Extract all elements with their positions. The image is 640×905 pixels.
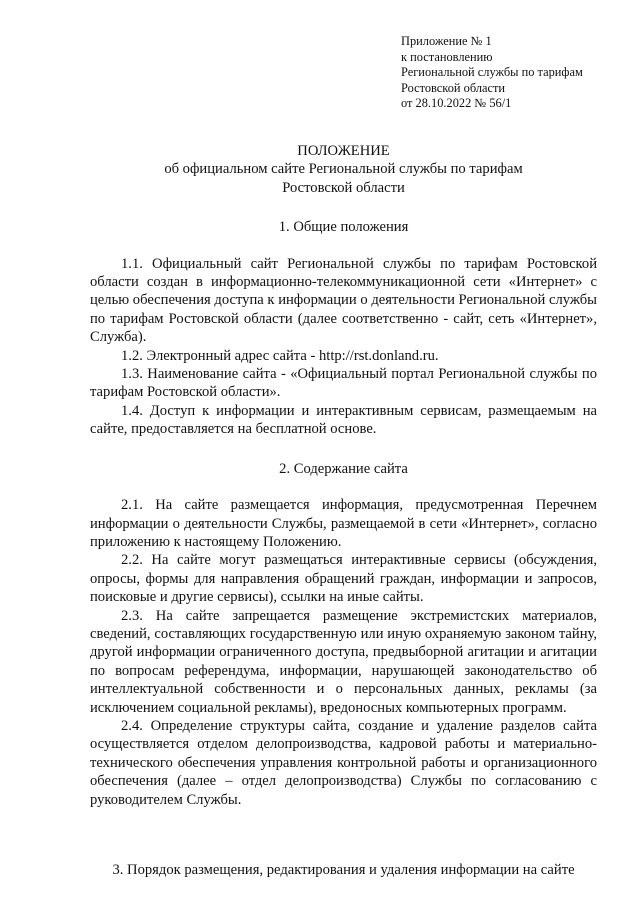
paragraph: 2.3. На сайте запрещается размещение экстремистских материалов, сведений, составляющих государственную или иную охраняемую законом тайну, другой информации ограниченного доступа, предвыборной агитации и агитации по вопросам референдума, информации, нарушающей законодательство об интеллектуальной собственности и о персональных данных, рекламы (за исключением социальной рекламы), вредоносных компьютерных программ. — [90, 607, 597, 716]
annex-line: Приложение № 1 — [401, 34, 492, 48]
section-heading: 1. Общие положения — [278, 219, 409, 236]
spacer — [90, 478, 597, 496]
title-line: Ростовской области — [282, 179, 405, 196]
paragraph: 2.2. На сайте могут размещаться интерактивные сервисы (обсуждения, опросы, формы для направления обращений граждан, информации и запросов, поисковые и другие сервисы), ссылки на иные сайты. — [90, 552, 597, 606]
spacer — [90, 237, 597, 255]
paragraph: 1.2. Электронный адрес сайта - http://rst.donland.ru. — [121, 347, 439, 364]
spacer — [90, 197, 597, 218]
spacer — [90, 809, 597, 861]
document-title — [90, 142, 597, 197]
paragraph: 1.4. Доступ к информации и интерактивным сервисам, размещаемым на сайте, предоставляется на бесплатной основе. — [90, 402, 597, 438]
paragraph: 2.1. На сайте размещается информация, предусмотренная Перечнем информации о деятельности Службы, размещаемой в сети «Интернет», согласно приложению к настоящему Положению. — [90, 497, 597, 550]
spacer — [90, 439, 597, 460]
title-line: об официальном сайте Региональной службы по тарифам — [164, 161, 523, 178]
annex-line: от 28.10.2022 № 56/1 — [401, 96, 512, 111]
paragraph: 2.4. Определение структуры сайта, создание и удаление разделов сайта осуществляется отделом делопроизводства, кадровой работы и материально-технического обеспечения управления контрольной работы и организационного обеспечения (далее – отдел делопроизводства) Службы по согласованию с руководителем Службы. — [90, 717, 597, 808]
paragraph: 1.1. Официальный сайт Региональной службы по тарифам Ростовской области создан в информационно-телекоммуникационной сети «Интернет» с целью обеспечения доступа к информации о деятельности Региональной службы по тарифам Ростовской области (далее соответственно - сайт, сеть «Интернет», Служба). — [90, 255, 597, 346]
section-heading: 3. Порядок размещения, редактирования и удаления информации на сайте — [112, 862, 575, 878]
paragraph: 1.3. Наименование сайта - «Официальный портал Региональной службы по тарифам Ростовской области». — [90, 366, 597, 401]
annex-line: Ростовской области — [401, 80, 506, 95]
document-body — [90, 142, 597, 879]
annex-line: Региональной службы по тарифам — [401, 65, 583, 80]
section-heading: 2. Содержание сайта — [279, 460, 408, 477]
title-line: ПОЛОЖЕНИЕ — [297, 143, 390, 159]
annex-line: к постановлению — [401, 49, 493, 64]
annex-note — [401, 34, 631, 112]
